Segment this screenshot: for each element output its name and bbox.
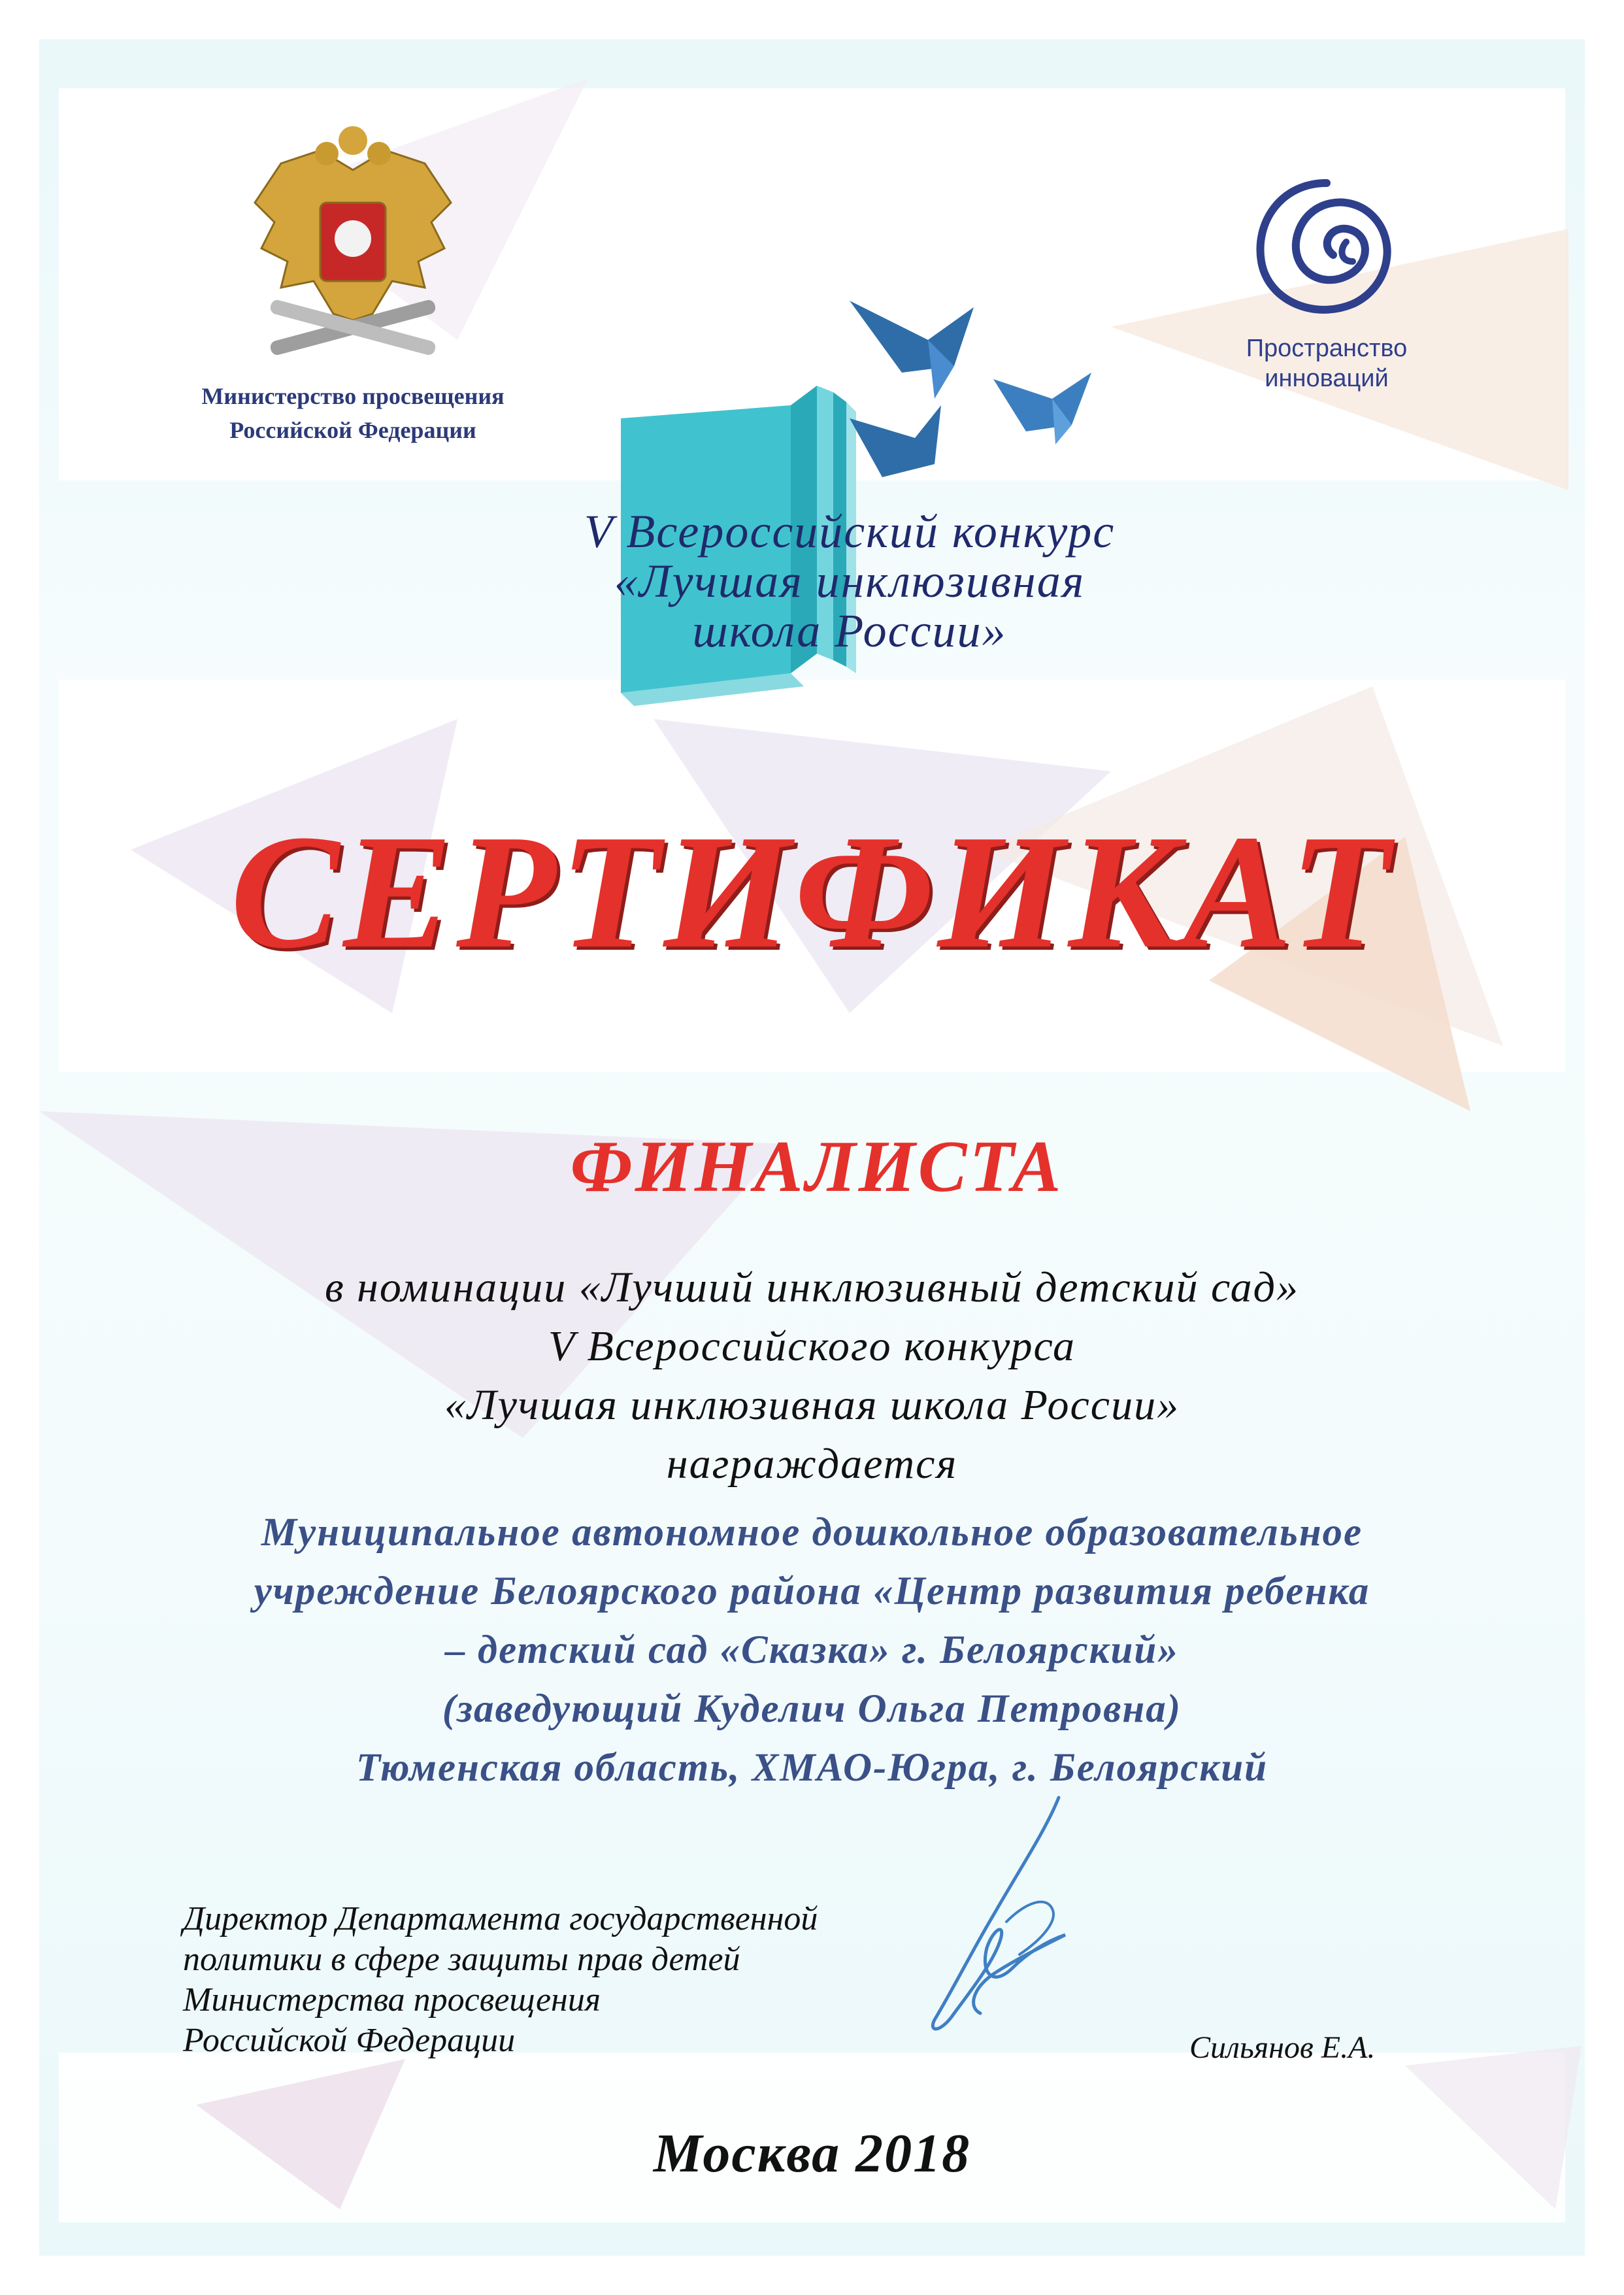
nomination-line-4: награждается	[666, 1440, 958, 1488]
space-of-innovation-logo	[1242, 170, 1412, 327]
nomination-line-2: V Всероссийского конкурса	[548, 1322, 1076, 1370]
recipient-line-3: – детский сад «Сказка» г. Белоярский»	[445, 1628, 1179, 1672]
origami-birds-icon	[830, 288, 1104, 497]
partner-logo-line-2: инноваций	[1265, 365, 1389, 392]
recipient-line-4: (заведующий Куделич Ольга Петровна)	[442, 1687, 1182, 1731]
signatory-name: Сильянов Е.А.	[1189, 2030, 1376, 2065]
certificate-subtitle: ФИНАЛИСТА	[570, 1126, 1064, 1207]
contest-line-1: V Всероссийский конкурс	[584, 505, 1116, 558]
signatory-position	[183, 1899, 902, 2061]
nomination-line-1: в номинации «Лучший инклюзивный детский сад»	[324, 1264, 1300, 1311]
partner-logo-line-1: Пространство	[1246, 335, 1408, 362]
ministry-name	[144, 379, 562, 447]
nomination-line-3: «Лучшая инклюзивная школа России»	[444, 1381, 1180, 1429]
ministry-name-line-1: Министерство просвещения	[201, 383, 505, 409]
handwritten-signature	[895, 1791, 1118, 2052]
ministry-name-line-2: Российской Федерации	[229, 417, 476, 443]
recipient-line-1: Муниципальное автономное дошкольное образовательное	[261, 1511, 1363, 1554]
partner-logo-text	[1189, 333, 1464, 394]
signatory-position-line-1: Директор Департамента государственной	[183, 1900, 818, 1937]
russian-coat-of-arms-emblem	[242, 124, 464, 373]
contest-line-3: школа России»	[692, 605, 1007, 657]
recipient-line-5: Тюменская область, ХМАО-Югра, г. Белоярский	[356, 1746, 1268, 1790]
recipient-line-2: учреждение Белоярского района «Центр развития ребенка	[254, 1569, 1370, 1613]
signatory-position-line-4: Российской Федерации	[183, 2022, 516, 2059]
contest-name	[457, 507, 1242, 656]
signatory-position-line-2: политики в сфере защиты прав детей	[183, 1941, 740, 1978]
place-and-year: Москва 2018	[653, 2123, 971, 2184]
certificate-title: СЕРТИФИКАТ	[230, 801, 1394, 982]
contest-line-2: «Лучшая инклюзивная	[614, 555, 1085, 607]
signatory-position-line-3: Министерства просвещения	[183, 1981, 601, 2019]
